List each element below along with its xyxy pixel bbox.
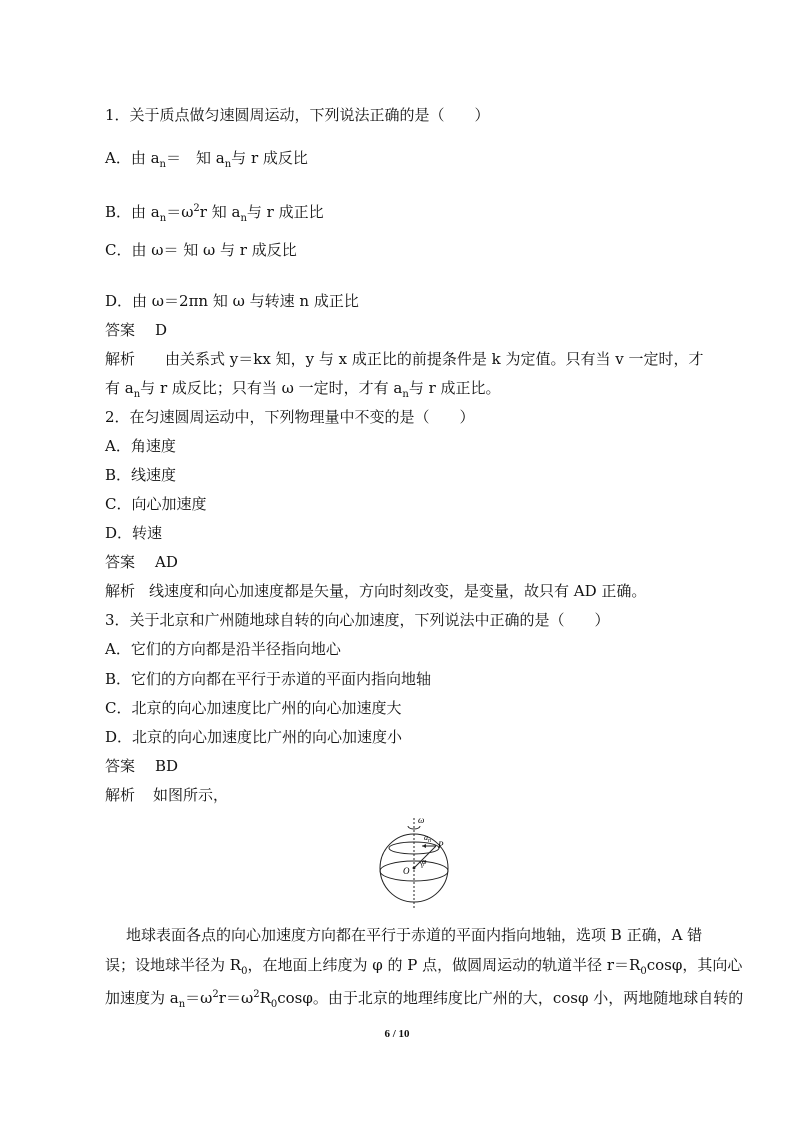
q3-stem: 3．关于北京和广州随地球自转的向心加速度，下列说法中正确的是（ ） xyxy=(105,611,610,629)
q2-option-a: A．角速度 xyxy=(105,437,176,455)
answer-label: 答案 xyxy=(105,757,136,775)
q1-analysis-cont: 有 $a_n$与 r 成反比；只有当 ω 一定时，才有 $a_n$与 r 成正比。 xyxy=(105,379,501,400)
q3-explanation-3: 加速度为 $a_n=\omega^2r=\omega^2R_0\cos\varphi$。由于北京的地理纬度比广州的大，cosφ 小，两地随地球自转的 xyxy=(105,989,744,1010)
arrowhead-icon xyxy=(422,844,426,848)
answer-label: 答案 xyxy=(105,321,136,339)
q3-option-d: D．北京的向心加速度比广州的向心加速度小 xyxy=(105,728,403,746)
q1-option-b: B．由 $a_n=\omega^2r$ 知 $a_n$与 r 成正比 xyxy=(105,203,324,224)
q2-option-b: B．线速度 xyxy=(105,466,177,484)
answer-value: BD xyxy=(155,757,179,775)
q2-stem: 2．在匀速圆周运动中，下列物理量中不变的是（ ） xyxy=(105,408,475,426)
answer-value: D xyxy=(155,321,168,339)
page-number: 6 / 10 xyxy=(384,1028,410,1040)
q1-stem: 1．关于质点做匀速圆周运动，下列说法正确的是（ ） xyxy=(105,106,490,124)
q2-option-c: C．向心加速度 xyxy=(105,495,207,513)
q1-answer xyxy=(105,320,167,340)
q2-answer xyxy=(105,552,178,572)
q1-analysis: 解析 由关系式 y＝kx 知，y 与 x 成正比的前提条件是 k 为定值。只有当 v 一定时，才 xyxy=(105,350,704,368)
o-label: O xyxy=(403,866,410,876)
q3-option-b: B．它们的方向都在平行于赤道的平面内指向地轴 xyxy=(105,670,432,688)
q2-analysis: 解析 线速度和向心加速度都是矢量，方向时刻改变，是变量，故只有 AD 正确。 xyxy=(105,582,647,600)
q1-option-c: C．由 ω＝ 知 ω 与 r 成反比 xyxy=(105,241,297,259)
analysis-label: 解析 xyxy=(105,350,136,368)
an-label: $a_n$ xyxy=(424,833,431,844)
p-label: P xyxy=(438,840,444,850)
q3-explanation-2: 误；设地球半径为 $R_0$，在地面上纬度为 φ 的 P 点，做圆周运动的轨道半径 $r=R_0\cos\varphi$，其向心 xyxy=(105,956,743,977)
q2-option-d: D．转速 xyxy=(105,524,163,542)
q3-option-c: C．北京的向心加速度比广州的向心加速度大 xyxy=(105,699,402,717)
q3-option-a: A．它们的方向都是沿半径指向地心 xyxy=(105,640,341,658)
q1-option-d: D．由 ω＝2πn 知 ω 与转速 n 成正比 xyxy=(105,292,359,310)
omega-label: ω xyxy=(418,815,425,825)
answer-label: 答案 xyxy=(105,553,136,571)
analysis-label: 解析 xyxy=(105,582,136,600)
answer-value: AD xyxy=(155,553,178,571)
q3-explanation-1: 地球表面各点的向心加速度方向都在平行于赤道的平面内指向地轴，选项 B 正确，A 错 xyxy=(126,926,703,944)
earth-rotation-figure xyxy=(370,812,460,914)
q3-analysis: 解析 如图所示， xyxy=(105,786,229,804)
q3-answer xyxy=(105,756,178,776)
center-point xyxy=(413,867,416,870)
phi-label: φ xyxy=(422,857,427,866)
analysis-label: 解析 xyxy=(105,786,136,804)
q1-option-a: A．由 $a_n=$ 知 $a_n$与 r 成反比 xyxy=(105,149,308,170)
